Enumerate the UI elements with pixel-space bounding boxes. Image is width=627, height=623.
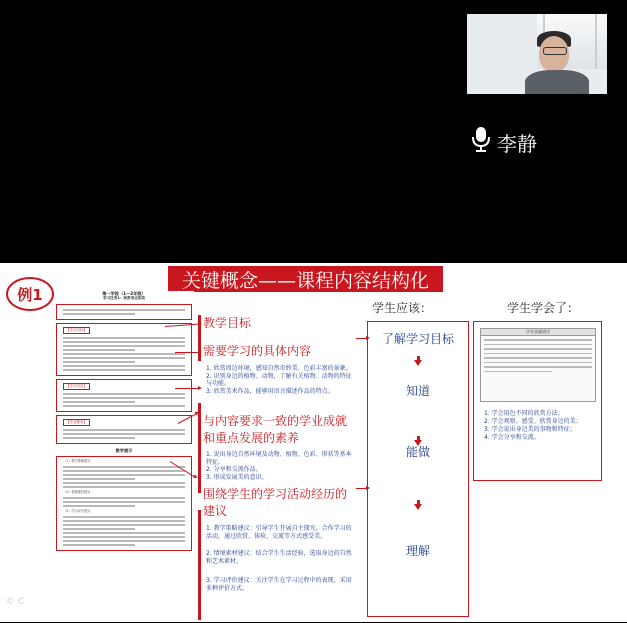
know-header: 学生应该： bbox=[372, 301, 433, 315]
doc-suggestion-title: 教学提示 bbox=[115, 448, 133, 453]
down-arrow-3 bbox=[414, 504, 422, 510]
doc-content-tag: 【学习目标】 bbox=[63, 327, 90, 334]
arrow-competency bbox=[175, 388, 200, 389]
content-item-1: 1. 欣赏周边环境，感知自然奇妙美、色彩丰富的景象。 bbox=[206, 365, 352, 372]
watermark: © C bbox=[6, 597, 25, 607]
doc-heading: 第一学段（1～2年级） bbox=[102, 291, 146, 296]
content-item-2: 2. 识别身边的植物、动物，了解有关植物、动物的特征与功能。 bbox=[206, 372, 352, 387]
doc-subheading: 学习任务1：欣赏身边的美 bbox=[102, 296, 146, 300]
activity-item-2: 2. 情境素材建议：结合学生生活经验，选取身边的自然和艺术素材。 bbox=[206, 550, 352, 565]
presenter-name: 李静 bbox=[497, 132, 537, 156]
quality-document bbox=[480, 328, 596, 402]
know-item-do: 能做 bbox=[405, 445, 430, 459]
goal-heading: 教学目标 bbox=[203, 316, 252, 330]
down-arrow-1 bbox=[414, 360, 422, 366]
know-item-know: 知道 bbox=[405, 384, 430, 398]
presenter-video bbox=[467, 14, 607, 94]
slide bbox=[0, 263, 627, 622]
doc-goal-section bbox=[56, 304, 192, 320]
doc-competency-tag: 【学习内容】 bbox=[63, 383, 90, 390]
doc-requirement-tag: 【学业要求】 bbox=[63, 419, 90, 426]
activity-items bbox=[206, 525, 356, 592]
learn-header: 学生学会了： bbox=[507, 301, 580, 315]
arrow-content bbox=[175, 352, 200, 353]
doc-competency-section bbox=[56, 379, 192, 412]
learn-item-3: 3. 学会说出身边美的事物和特征； bbox=[484, 426, 576, 433]
know-item-understand: 理解 bbox=[405, 544, 430, 558]
doc-requirement-section bbox=[56, 415, 192, 444]
competency-heading: 与内容要求一致的学业成就和重点发展的素养 bbox=[203, 414, 348, 445]
know-box bbox=[367, 321, 469, 617]
learn-item-2: 2. 学会观察、感受、欣赏身边的美； bbox=[484, 418, 582, 425]
learn-item-4: 4. 学会分享和交流。 bbox=[484, 434, 540, 441]
learn-box bbox=[473, 321, 602, 481]
content-item-3: 3. 欣赏美术作品，能够用语言描述作品的特点。 bbox=[206, 387, 334, 395]
middle-column bbox=[200, 303, 357, 623]
competency-item-3: 3. 形成发展美的意识。 bbox=[206, 473, 268, 481]
activity-item-3: 3. 学习评价建议：关注学生在学习过程中的表现，采用多种评价方式。 bbox=[206, 577, 352, 592]
activity-item-1: 1. 教学策略建议：引导学生开展自主探究、合作学习的活动，通过欣赏、体验、交流等方式感受美。 bbox=[206, 525, 352, 540]
slide-title: 关键概念——课程内容结构化 bbox=[168, 266, 443, 292]
activity-heading: 围绕学生的学习活动经历的建议 bbox=[203, 487, 348, 518]
presenter-shirt bbox=[525, 70, 589, 94]
presenter-glasses bbox=[543, 47, 567, 55]
know-item-goal: 了解学习目标 bbox=[381, 332, 454, 346]
competency-item-1: 1. 说出身边自然环境及动物、植物、色彩、形状等基本特征。 bbox=[206, 451, 352, 466]
doc-suggestion-3: （3）学习评价建议 bbox=[63, 509, 91, 513]
content-items bbox=[206, 365, 356, 395]
quality-doc-title: 学业质量描述 bbox=[481, 329, 595, 336]
bracket-activity bbox=[198, 510, 201, 620]
example-label: 例1 bbox=[6, 277, 54, 311]
microphone-icon[interactable] bbox=[470, 126, 492, 156]
doc-suggestion-1: （1）教学策略建议 bbox=[63, 459, 91, 463]
doc-content-section bbox=[56, 323, 192, 376]
curriculum-document bbox=[54, 291, 194, 621]
learn-item-1: 1. 学会用色不同的欣赏方法； bbox=[484, 410, 564, 417]
doc-suggestion-section bbox=[56, 456, 192, 551]
doc-suggestion-2: （2）情境素材建议 bbox=[63, 490, 91, 494]
competency-items bbox=[206, 451, 356, 481]
bracket-content bbox=[198, 315, 201, 361]
bracket-competency bbox=[198, 403, 201, 493]
competency-item-2: 2. 分享和交流作品。 bbox=[206, 466, 262, 473]
learn-items bbox=[484, 410, 582, 442]
content-heading: 需要学习的具体内容 bbox=[203, 344, 312, 358]
